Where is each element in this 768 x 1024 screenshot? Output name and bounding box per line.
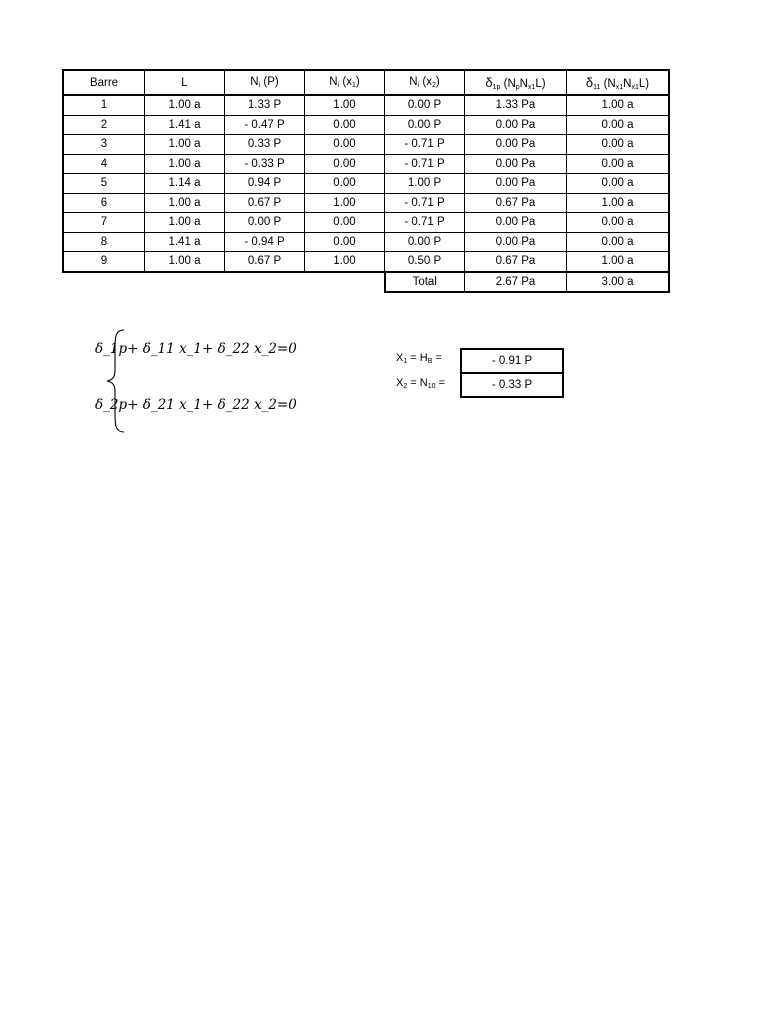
table-cell: 1.00 a	[145, 213, 225, 233]
table-cell: - 0.71 P	[385, 135, 465, 155]
table-cell: - 0.94 P	[225, 232, 305, 252]
table-cell: 0.94 P	[225, 174, 305, 194]
label-text: = N	[407, 377, 428, 389]
header-text: (x	[419, 76, 432, 88]
table-row	[63, 154, 669, 174]
table-cell: 0.00 Pa	[465, 115, 567, 135]
table-cell: 1.00 a	[567, 252, 670, 272]
label-text: =	[432, 352, 442, 364]
header-sub: x1	[615, 83, 624, 91]
table-cell: 1.00	[305, 252, 385, 272]
header-text: )	[355, 76, 360, 88]
table-cell: 0.00	[305, 115, 385, 135]
delta-symbol: δ	[585, 74, 594, 90]
table-cell: 1	[63, 95, 145, 115]
header-text: N	[519, 77, 528, 90]
table-cell: 0.00	[305, 154, 385, 174]
table-cell: 0.00 a	[567, 115, 670, 135]
table-cell: 0.00 Pa	[465, 135, 567, 155]
label-text: X	[396, 377, 404, 389]
table-total-row	[63, 272, 669, 293]
table-cell: - 0.71 P	[385, 213, 465, 233]
table-cell: 0.00 a	[567, 154, 670, 174]
table-cell: 0.67 P	[225, 193, 305, 213]
header-sub: p	[515, 83, 520, 91]
header-sub: x1	[527, 83, 536, 91]
table-row	[63, 135, 669, 155]
total-label: Total	[385, 272, 465, 293]
table-cell: 0.00 a	[567, 135, 670, 155]
table-cell: 9	[63, 252, 145, 272]
result-label-x2	[396, 377, 445, 390]
table-cell: 1.00 a	[145, 193, 225, 213]
table-cell: - 0.71 P	[385, 193, 465, 213]
header-ni-x2	[385, 70, 465, 95]
header-text: Barre	[89, 76, 119, 89]
equation-2: δ_2p+ δ_21 x_1+ δ_22 x_2=0	[95, 397, 297, 413]
table-cell: 0.00 Pa	[465, 213, 567, 233]
table-cell: 0.00 a	[567, 213, 670, 233]
table-cell: 0.67 P	[225, 252, 305, 272]
table-cell: 0.00 Pa	[465, 174, 567, 194]
blank-cell	[305, 272, 385, 293]
header-sub: 11	[593, 83, 601, 91]
table-cell: 0.00 P	[385, 95, 465, 115]
table-cell: 1.00	[305, 95, 385, 115]
header-sub: i	[258, 82, 261, 89]
header-sub: 1p	[492, 83, 501, 91]
label-sub: 1	[403, 358, 408, 365]
table-cell: 1.41 a	[145, 232, 225, 252]
table-cell: 6	[63, 193, 145, 213]
header-ni-x1	[305, 70, 385, 95]
label-sub: B	[427, 358, 433, 365]
table-row	[63, 95, 669, 115]
result-label-x1	[396, 352, 442, 365]
header-sub: 2	[431, 82, 436, 89]
header-sub: x1	[631, 83, 639, 91]
header-text: (N	[500, 77, 516, 90]
header-text: L)	[638, 77, 650, 90]
table-cell: 1.00 a	[145, 252, 225, 272]
table-cell: - 0.71 P	[385, 154, 465, 174]
table-cell: 1.00	[305, 193, 385, 213]
header-sub: 1	[351, 82, 356, 89]
table-cell: 1.00 a	[145, 95, 225, 115]
table-cell: 0.00	[305, 135, 385, 155]
header-text: (P)	[260, 76, 279, 88]
table-cell: 4	[63, 154, 145, 174]
blank-cell	[63, 272, 145, 293]
table-cell: 1.14 a	[145, 174, 225, 194]
header-ni-p	[225, 70, 305, 95]
table-cell: 8	[63, 232, 145, 252]
table-cell: 1.41 a	[145, 115, 225, 135]
header-text: (x	[339, 76, 352, 88]
table-row	[63, 115, 669, 135]
table-cell: 1.00 a	[567, 95, 670, 115]
header-text: L)	[535, 77, 546, 90]
label-text: X	[396, 352, 404, 364]
equation-1: δ_1p+ δ_11 x_1+ δ_22 x_2=0	[95, 341, 297, 357]
header-text: N	[250, 76, 259, 88]
header-delta-1p	[465, 70, 567, 95]
table-cell: 0.00	[305, 232, 385, 252]
table-header-row	[63, 70, 669, 95]
table-row	[63, 213, 669, 233]
table-row	[63, 232, 669, 252]
table-cell: 5	[63, 174, 145, 194]
table-cell: 0.00	[305, 213, 385, 233]
table-cell: 0.50 P	[385, 252, 465, 272]
table-cell: 0.00 P	[225, 213, 305, 233]
table-cell: 0.00 Pa	[465, 154, 567, 174]
table-row	[63, 174, 669, 194]
table-row	[63, 193, 669, 213]
header-sub: i	[337, 82, 340, 89]
table-cell: 2	[63, 115, 145, 135]
table-cell: 1.33 P	[225, 95, 305, 115]
header-text: N	[329, 76, 338, 88]
table-cell: 1.00 a	[145, 154, 225, 174]
header-text: )	[435, 76, 440, 88]
header-text: N	[409, 76, 418, 88]
result-value-x2: - 0.33 P	[460, 372, 564, 398]
table-cell: 0.00 P	[385, 115, 465, 135]
table-cell: 1.00 a	[145, 135, 225, 155]
table-cell: 0.00 a	[567, 174, 670, 194]
header-text: (N	[600, 77, 616, 90]
header-length	[145, 70, 225, 95]
header-barre	[63, 70, 145, 95]
blank-cell	[145, 272, 225, 293]
table-cell: 0.00 P	[385, 232, 465, 252]
total-d11: 3.00 a	[567, 272, 670, 293]
table-cell: - 0.47 P	[225, 115, 305, 135]
header-sub: i	[417, 82, 420, 89]
label-sub: 10	[427, 383, 436, 390]
header-delta-11	[567, 70, 670, 95]
table-cell: 0.00 Pa	[465, 232, 567, 252]
label-sub: 2	[403, 383, 408, 390]
table-cell: 3	[63, 135, 145, 155]
delta-symbol: δ	[485, 74, 493, 90]
table-cell: 1.33 Pa	[465, 95, 567, 115]
table-cell: - 0.33 P	[225, 154, 305, 174]
table-cell: 0.67 Pa	[465, 193, 567, 213]
results-table	[62, 69, 670, 293]
table-cell: 1.00 P	[385, 174, 465, 194]
table-cell: 0.33 P	[225, 135, 305, 155]
label-text: =	[435, 377, 446, 389]
table-cell: 0.67 Pa	[465, 252, 567, 272]
table-cell: 7	[63, 213, 145, 233]
table-row	[63, 252, 669, 272]
total-d1p: 2.67 Pa	[465, 272, 567, 293]
header-text: N	[623, 77, 632, 90]
table-cell: 0.00 a	[567, 232, 670, 252]
table-cell: 0.00	[305, 174, 385, 194]
blank-cell	[225, 272, 305, 293]
label-text: = H	[407, 352, 428, 364]
table-cell: 1.00 a	[567, 193, 670, 213]
header-text: L	[181, 76, 188, 89]
result-value-x1: - 0.91 P	[460, 348, 564, 374]
